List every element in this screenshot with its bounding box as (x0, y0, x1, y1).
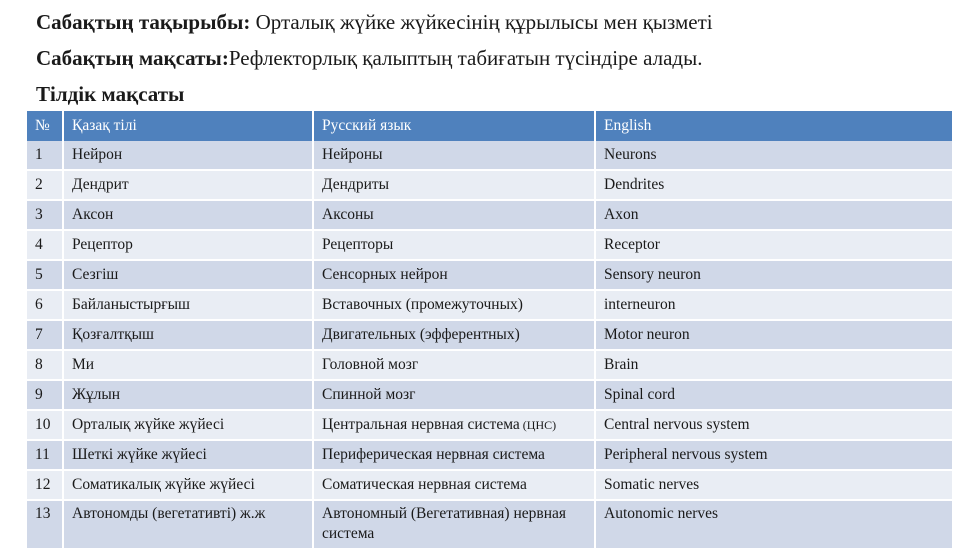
cell-number (27, 260, 63, 290)
cell-kazakh (63, 410, 313, 440)
table-row (27, 410, 952, 440)
cell-kazakh-text: Нейрон (72, 146, 123, 163)
cell-number (27, 230, 63, 260)
table-row (27, 500, 952, 549)
cell-kazakh-text: Соматикалық жүйке жүйесі (72, 476, 255, 493)
cell-kazakh (63, 260, 313, 290)
cell-number-text: 1 (35, 146, 43, 163)
cell-english-text: Dendrites (604, 176, 665, 193)
lesson-topic (36, 9, 713, 35)
cell-russian-text: Головной мозг (322, 356, 419, 373)
table-row (27, 470, 952, 500)
table-row (27, 141, 952, 170)
lesson-goal (36, 45, 702, 71)
cell-kazakh-text: Шеткі жүйке жүйесі (72, 446, 207, 463)
vocabulary-table (27, 111, 952, 550)
cell-english (595, 200, 952, 230)
cell-kazakh (63, 320, 313, 350)
cell-russian (313, 410, 595, 440)
cell-kazakh-text: Байланыстырғыш (72, 296, 190, 313)
table-row (27, 230, 952, 260)
cell-english (595, 380, 952, 410)
cell-number-text: 4 (35, 236, 43, 253)
topic-label: Сабақтың тақырыбы: (36, 10, 251, 34)
cell-english-text: Brain (604, 356, 639, 373)
cell-english-text: interneuron (604, 296, 676, 313)
table-body (27, 141, 952, 549)
cell-russian (313, 380, 595, 410)
cell-kazakh-text: Орталық жүйке жүйесі (72, 416, 225, 433)
cell-number-text: 5 (35, 266, 43, 283)
cell-number (27, 440, 63, 470)
cell-kazakh-text: Дендрит (72, 176, 129, 193)
cell-number-text: 9 (35, 386, 43, 403)
cell-russian-text: Нейроны (322, 146, 383, 163)
header-english: English (595, 111, 952, 141)
cell-russian (313, 141, 595, 170)
cell-russian-text: Вставочных (промежуточных) (322, 296, 523, 313)
cell-kazakh (63, 440, 313, 470)
cell-english-text: Neurons (604, 146, 657, 163)
cell-number-text: 10 (35, 416, 51, 433)
cell-english (595, 410, 952, 440)
goal-label: Сабақтың мақсаты: (36, 46, 229, 70)
cell-kazakh-text: Автономды (вегетативті) ж.ж (72, 505, 266, 522)
table-row (27, 350, 952, 380)
cell-english-text: Somatic nerves (604, 476, 700, 493)
table-row (27, 260, 952, 290)
cell-english-text: Spinal cord (604, 386, 676, 403)
cell-russian-text: Аксоны (322, 206, 374, 223)
cell-russian (313, 440, 595, 470)
cell-number (27, 500, 63, 549)
cell-number (27, 350, 63, 380)
table-row (27, 200, 952, 230)
cell-english (595, 290, 952, 320)
cell-russian-text: Центральная нервная система (322, 416, 520, 433)
table-row (27, 380, 952, 410)
cell-english-text: Axon (604, 206, 639, 223)
cell-kazakh (63, 200, 313, 230)
cell-russian (313, 170, 595, 200)
table-row (27, 290, 952, 320)
language-goal-heading: Тілдік мақсаты (36, 82, 185, 106)
cell-number-text: 13 (35, 505, 51, 522)
cell-english (595, 141, 952, 170)
cell-kazakh (63, 350, 313, 380)
cell-kazakh (63, 141, 313, 170)
table-row (27, 440, 952, 470)
topic-value: Орталық жүйке жүйкесінің құрылысы мен қызметі (250, 10, 713, 34)
cell-number-text: 12 (35, 476, 51, 493)
cell-number (27, 200, 63, 230)
cell-russian (313, 290, 595, 320)
cell-kazakh-text: Сезгіш (72, 266, 119, 283)
cell-kazakh (63, 470, 313, 500)
cell-number-text: 2 (35, 176, 43, 193)
cell-number-text: 7 (35, 326, 43, 343)
cell-kazakh-text: Қозғалтқыш (72, 326, 154, 343)
cell-russian-text: Автономный (Вегетативная) нервная система (322, 505, 567, 542)
cell-russian-text: Соматическая нервная система (322, 476, 527, 493)
cell-russian (313, 260, 595, 290)
cell-english (595, 440, 952, 470)
cell-russian (313, 320, 595, 350)
cell-number (27, 320, 63, 350)
cell-english (595, 170, 952, 200)
header-kazakh: Қазақ тілі (63, 111, 313, 141)
cell-number-text: 8 (35, 356, 43, 373)
cell-russian (313, 470, 595, 500)
cell-kazakh-text: Жұлын (72, 386, 121, 403)
cell-kazakh (63, 170, 313, 200)
cell-number (27, 290, 63, 320)
cell-english-text: Sensory neuron (604, 266, 701, 283)
cell-russian-text: Рецепторы (322, 236, 394, 253)
cell-russian-text: Периферическая нервная система (322, 446, 545, 463)
cell-number (27, 470, 63, 500)
cell-english (595, 470, 952, 500)
table-header-row (27, 111, 952, 141)
goal-value: Рефлекторлық қалыптың табиғатын түсіндіре алады. (228, 46, 703, 70)
header-russian: Русский язык (313, 111, 595, 141)
cell-english (595, 230, 952, 260)
cell-kazakh-text: Рецептор (72, 236, 133, 253)
cell-kazakh-text: Ми (72, 356, 95, 373)
cell-russian-text: Спинной мозг (322, 386, 416, 403)
table-row (27, 170, 952, 200)
cell-number-text: 3 (35, 206, 43, 223)
cell-kazakh (63, 230, 313, 260)
cell-number (27, 410, 63, 440)
cell-english-text: Peripheral nervous system (604, 446, 768, 463)
cell-kazakh (63, 290, 313, 320)
cell-english (595, 350, 952, 380)
cell-russian (313, 230, 595, 260)
cell-russian-text: Двигательных (эфферентных) (322, 326, 520, 343)
cell-russian (313, 200, 595, 230)
cell-russian-note: (ЦНС) (519, 418, 557, 432)
cell-russian-text: Дендриты (322, 176, 390, 193)
cell-number-text: 11 (35, 446, 50, 463)
cell-russian (313, 500, 595, 549)
cell-number-text: 6 (35, 296, 43, 313)
cell-english (595, 260, 952, 290)
cell-kazakh-text: Аксон (72, 206, 114, 223)
cell-english-text: Receptor (604, 236, 660, 253)
cell-number (27, 141, 63, 170)
cell-english-text: Motor neuron (604, 326, 690, 343)
cell-english (595, 500, 952, 549)
cell-number (27, 380, 63, 410)
cell-kazakh (63, 380, 313, 410)
cell-english-text: Central nervous system (604, 416, 750, 433)
cell-english (595, 320, 952, 350)
cell-russian-text: Сенсорных нейрон (322, 266, 448, 283)
table-row (27, 320, 952, 350)
cell-kazakh (63, 500, 313, 549)
cell-number (27, 170, 63, 200)
header-number: № (27, 111, 63, 141)
cell-russian (313, 350, 595, 380)
cell-english-text: Autonomic nerves (604, 505, 719, 522)
